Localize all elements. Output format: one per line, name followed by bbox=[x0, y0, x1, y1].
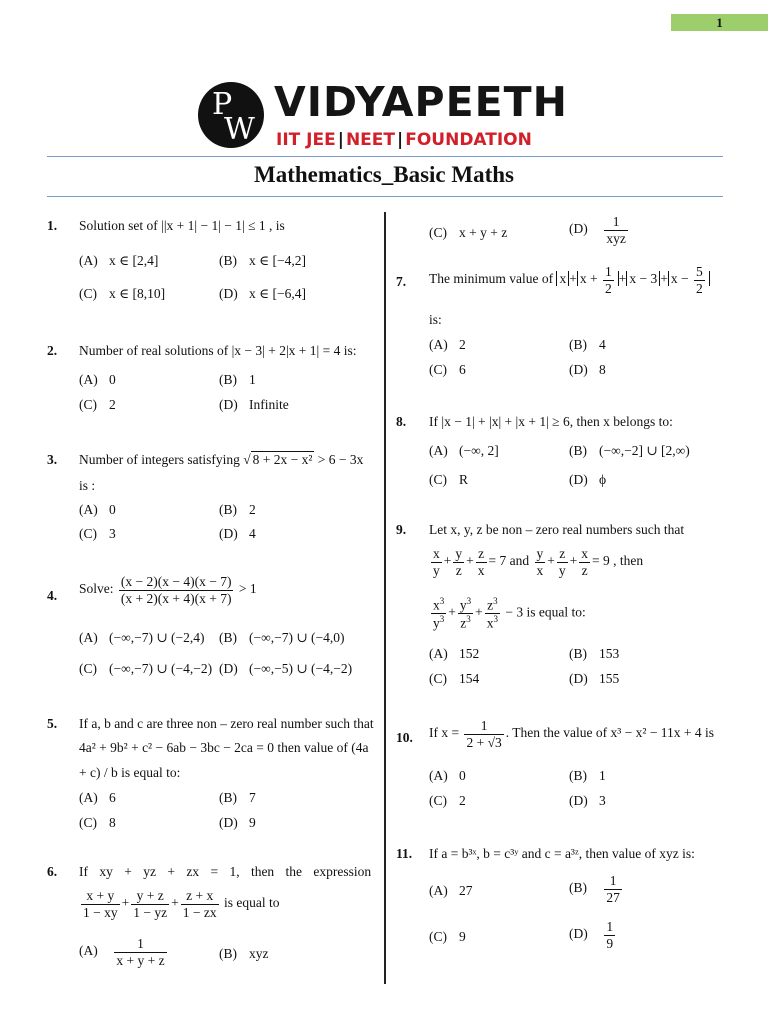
option-label: (A) bbox=[429, 768, 448, 783]
abs-term: x − $\frac{5}{2}$ bbox=[668, 271, 710, 286]
question-stem: If a, b and c are three non – zero real number such that bbox=[79, 716, 374, 731]
fraction-denominator: 1 − xy bbox=[83, 904, 118, 920]
option-text: 3 bbox=[109, 526, 116, 541]
stem-text: , then x belongs to: bbox=[569, 414, 673, 429]
header-rule-bottom bbox=[47, 196, 723, 197]
option-d[interactable] bbox=[219, 526, 256, 542]
question-stem-line3: + c) / b is equal to: bbox=[79, 765, 181, 780]
option-label: (D) bbox=[219, 397, 238, 412]
fraction bbox=[458, 596, 473, 631]
fraction-numerator: (x − 2)(x − 4)(x − 7) bbox=[120, 574, 232, 589]
question-number: 3. bbox=[47, 452, 58, 467]
stem-text: . Then the value of bbox=[505, 725, 608, 741]
option-label: (C) bbox=[79, 815, 97, 830]
fraction-numerator: 1 bbox=[606, 919, 614, 934]
option-label: (D) bbox=[219, 526, 238, 541]
fraction bbox=[603, 264, 614, 296]
option-label: (A) bbox=[79, 372, 98, 387]
stem-expression: 8 + 2x − x² bbox=[252, 452, 313, 467]
option-text: 2 bbox=[249, 502, 256, 517]
stem-text: Number of integers satisfying bbox=[79, 452, 240, 467]
question-stem bbox=[79, 452, 363, 468]
option-b[interactable] bbox=[219, 253, 306, 269]
option-label: (D) bbox=[219, 815, 238, 830]
question-stem-line2: is: bbox=[429, 312, 442, 327]
option-c[interactable] bbox=[79, 397, 116, 413]
option-text: (−∞,−7) ∪ (−4,0) bbox=[249, 630, 345, 645]
option-b[interactable] bbox=[219, 630, 345, 646]
option-b[interactable] bbox=[219, 372, 256, 388]
option-label: (C) bbox=[79, 286, 97, 301]
fraction-numerator: x bbox=[581, 546, 588, 561]
stem-text: Solution set of bbox=[79, 218, 158, 233]
fraction-numerator: x + y bbox=[81, 888, 120, 905]
tagline-iit-jee: IIT JEE bbox=[276, 130, 336, 150]
option-a[interactable] bbox=[429, 443, 499, 459]
option-b[interactable] bbox=[219, 790, 256, 806]
option-b[interactable] bbox=[569, 443, 690, 459]
option-d[interactable] bbox=[569, 793, 606, 809]
question-number: 1. bbox=[47, 218, 58, 233]
fraction-denominator: $x^3$ bbox=[486, 614, 498, 631]
document-title: Mathematics_Basic Maths bbox=[254, 162, 514, 187]
option-text: 154 bbox=[459, 671, 480, 686]
option-label: (A) bbox=[429, 883, 448, 898]
option-text: Infinite bbox=[249, 397, 289, 412]
question-number: 10. bbox=[396, 730, 413, 745]
option-text: 9 bbox=[249, 815, 256, 830]
question-number: 8. bbox=[396, 414, 407, 429]
question-stem-line3: $\frac{x^3}{y^3}$ + $\frac{y^3}{z^3}$ + $\frac{z^3}{x^3}$ − 3 is equal to: bbox=[433, 596, 586, 631]
fraction-denominator: 2 bbox=[604, 280, 612, 296]
fraction-numerator: x bbox=[433, 546, 440, 561]
option-a[interactable] bbox=[429, 646, 479, 662]
fraction-denominator: z bbox=[581, 562, 588, 578]
question-stem bbox=[429, 846, 695, 862]
option-c[interactable] bbox=[429, 362, 466, 378]
question-number: 11. bbox=[396, 846, 413, 861]
fraction-numerator: 1 bbox=[114, 936, 166, 953]
option-text: xyz bbox=[249, 946, 269, 961]
fraction-denominator: x + y + z bbox=[116, 952, 165, 968]
option-text: 8 bbox=[599, 362, 606, 377]
fraction-numerator: 5 bbox=[695, 264, 703, 279]
option-label: (D) bbox=[219, 286, 238, 301]
fraction-numerator: z bbox=[557, 546, 568, 563]
fraction bbox=[181, 888, 219, 920]
option-b[interactable] bbox=[569, 873, 624, 905]
fraction-numerator: y bbox=[536, 546, 544, 561]
option-text: 9 bbox=[459, 929, 466, 944]
option-b[interactable] bbox=[219, 946, 269, 962]
option-text: 1 bbox=[599, 768, 606, 783]
option-c[interactable] bbox=[429, 929, 466, 945]
option-text: ϕ bbox=[599, 472, 607, 487]
fraction-denominator: x bbox=[536, 562, 544, 578]
question-number: 2. bbox=[47, 343, 58, 358]
fraction-denominator: 2 + √3 bbox=[466, 734, 502, 750]
fraction-denominator: x bbox=[477, 562, 485, 578]
option-label: (A) bbox=[79, 943, 98, 959]
option-a[interactable] bbox=[429, 337, 466, 353]
option-text: 155 bbox=[599, 671, 620, 686]
logo-letter-p: P bbox=[212, 87, 233, 122]
option-text: 1 bbox=[249, 372, 256, 387]
option-text: (−∞,−7) ∪ (−2,4) bbox=[109, 630, 205, 645]
option-label: (A) bbox=[429, 443, 448, 458]
fraction-denominator: xyz bbox=[606, 230, 626, 246]
option-c[interactable] bbox=[429, 793, 466, 809]
option-label: (D) bbox=[569, 926, 588, 942]
fraction bbox=[131, 888, 169, 920]
option-label: (C) bbox=[79, 661, 97, 676]
option-text: 152 bbox=[459, 646, 480, 661]
stem-expression: x³ − x² − 11x + 4 bbox=[610, 725, 702, 741]
option-c[interactable] bbox=[429, 225, 507, 241]
stem-expression: |x − 3| + 2|x + 1| = 4 bbox=[231, 343, 341, 358]
fraction-denominator: y bbox=[558, 562, 566, 578]
brand-name: VIDYAPEETH bbox=[274, 78, 568, 126]
stem-expression: > 6 − 3x bbox=[317, 452, 364, 467]
stem-text: If bbox=[429, 414, 438, 429]
option-b[interactable] bbox=[569, 337, 606, 353]
header-rule-top bbox=[47, 156, 723, 157]
stem-text: is: bbox=[343, 343, 357, 358]
stem-text: is equal to bbox=[223, 895, 280, 911]
option-text: x ∈ [2,4] bbox=[109, 253, 159, 268]
option-label: (B) bbox=[569, 337, 587, 352]
option-label: (C) bbox=[429, 929, 447, 944]
stem-expression: > 1 bbox=[238, 581, 257, 597]
fraction-denominator: y bbox=[433, 562, 440, 578]
option-label: (C) bbox=[429, 793, 447, 808]
abs-term: x bbox=[556, 271, 569, 286]
option-d[interactable] bbox=[569, 214, 630, 246]
stem-text: The minimum value of bbox=[429, 271, 554, 287]
option-text: 2 bbox=[459, 793, 466, 808]
option-label: (B) bbox=[569, 768, 587, 783]
option-b[interactable] bbox=[569, 646, 619, 662]
abs-term: x − 3 bbox=[626, 271, 660, 286]
brand-tagline bbox=[276, 130, 532, 150]
option-label: (B) bbox=[219, 372, 237, 387]
tagline-neet: NEET bbox=[345, 130, 395, 150]
column-divider bbox=[384, 212, 386, 984]
fraction bbox=[604, 919, 615, 951]
option-d[interactable] bbox=[219, 397, 289, 413]
fraction-denominator: 1 − zx bbox=[182, 904, 217, 920]
option-d[interactable] bbox=[569, 919, 617, 951]
option-c[interactable] bbox=[429, 472, 468, 488]
option-text: 8 bbox=[109, 815, 116, 830]
fraction-denominator: 1 − yz bbox=[133, 904, 168, 920]
logo-letter-w: W bbox=[224, 112, 255, 147]
question-stem bbox=[79, 574, 257, 606]
pw-logo bbox=[198, 82, 264, 148]
fraction-numerator: y bbox=[455, 546, 463, 561]
fraction-numerator: 1 bbox=[464, 718, 503, 735]
option-label: (B) bbox=[219, 253, 237, 268]
fraction bbox=[485, 596, 500, 631]
option-text: 6 bbox=[109, 790, 116, 805]
option-text: 7 bbox=[249, 790, 256, 805]
option-text: (−∞,−7) ∪ (−4,−2) bbox=[109, 661, 213, 676]
option-a[interactable] bbox=[79, 502, 116, 518]
stem-text: , is bbox=[269, 218, 285, 233]
fraction-denominator: 9 bbox=[606, 935, 614, 951]
fraction bbox=[431, 596, 446, 631]
fraction bbox=[119, 574, 234, 606]
fraction-numerator: $z^3$ bbox=[485, 596, 500, 614]
question-stem: The minimum value of x + x + $\frac{1}{2}$ + x − 3 + x − $\frac{5}{2}$ bbox=[429, 264, 710, 296]
option-b[interactable] bbox=[569, 768, 606, 784]
stem-text: If x = bbox=[429, 725, 460, 741]
stem-expression: a = b³ˣ, b = c³ʸ and c = a³ᶻ bbox=[441, 846, 579, 861]
option-label: (C) bbox=[79, 526, 97, 541]
fraction bbox=[453, 546, 464, 578]
option-text: 4 bbox=[599, 337, 606, 352]
option-label: (B) bbox=[569, 880, 587, 896]
option-d[interactable] bbox=[219, 661, 352, 677]
option-label: (A) bbox=[429, 337, 448, 352]
option-label: (C) bbox=[429, 472, 447, 487]
option-label: (B) bbox=[219, 502, 237, 517]
option-label: (C) bbox=[79, 397, 97, 412]
option-text: 0 bbox=[109, 502, 116, 517]
question-number: 5. bbox=[47, 716, 58, 731]
fraction bbox=[579, 546, 590, 578]
option-a[interactable] bbox=[79, 630, 205, 646]
fraction bbox=[557, 546, 568, 578]
option-d[interactable] bbox=[569, 671, 619, 687]
option-label: (D) bbox=[219, 661, 238, 676]
fraction bbox=[476, 546, 487, 578]
option-text: 0 bbox=[109, 372, 116, 387]
fraction-denominator: $z^3$ bbox=[460, 614, 471, 631]
option-text: x ∈ [−6,4] bbox=[249, 286, 306, 301]
fraction bbox=[535, 546, 546, 578]
fraction bbox=[431, 546, 442, 578]
option-label: (B) bbox=[569, 443, 587, 458]
fraction-denominator: 27 bbox=[606, 889, 620, 905]
option-label: (D) bbox=[569, 362, 588, 377]
fraction bbox=[604, 214, 628, 246]
option-label: (A) bbox=[79, 790, 98, 805]
option-d[interactable] bbox=[569, 362, 606, 378]
fraction-denominator: $y^3$ bbox=[433, 614, 445, 631]
option-label: (B) bbox=[219, 946, 237, 961]
fraction-denominator: 2 bbox=[695, 280, 703, 296]
option-text: R bbox=[459, 472, 469, 487]
fraction-numerator: $y^3$ bbox=[459, 596, 472, 613]
option-text: x + y + z bbox=[459, 225, 508, 240]
option-text: 3 bbox=[599, 793, 606, 808]
fraction bbox=[114, 936, 166, 968]
stem-expression: ||x + 1| − 1| − 1| ≤ 1 bbox=[161, 218, 266, 233]
option-text: 2 bbox=[459, 337, 466, 352]
question-stem: Let x, y, z be non – zero real numbers such that bbox=[429, 522, 685, 537]
question-number: 9. bbox=[396, 522, 407, 537]
question-stem bbox=[79, 218, 285, 234]
option-label: (D) bbox=[569, 472, 588, 487]
option-label: (B) bbox=[219, 630, 237, 645]
question-stem bbox=[79, 343, 357, 359]
option-b[interactable] bbox=[219, 502, 256, 518]
option-c[interactable] bbox=[79, 815, 116, 831]
option-d[interactable] bbox=[569, 472, 606, 488]
page-number: 1 bbox=[671, 14, 768, 31]
option-d[interactable] bbox=[219, 286, 306, 302]
fraction-numerator: y + z bbox=[131, 888, 169, 905]
stem-text: If bbox=[429, 846, 438, 861]
stem-text: , then bbox=[613, 553, 644, 569]
option-c[interactable] bbox=[79, 286, 165, 302]
option-label: (A) bbox=[79, 502, 98, 517]
option-text: 2 bbox=[109, 397, 116, 412]
question-number: 4. bbox=[47, 588, 58, 603]
fraction bbox=[464, 718, 503, 750]
stem-expression: |x − 1| + |x| + |x + 1| ≥ 6 bbox=[441, 414, 570, 429]
option-label: (D) bbox=[569, 671, 588, 686]
option-a[interactable] bbox=[79, 790, 116, 806]
stem-text: Number of real solutions of bbox=[79, 343, 229, 358]
tagline-foundation: FOUNDATION bbox=[405, 130, 532, 150]
question-stem bbox=[429, 718, 714, 750]
option-a[interactable] bbox=[429, 883, 473, 899]
option-label: (B) bbox=[219, 790, 237, 805]
option-a[interactable] bbox=[79, 253, 158, 269]
option-text: 153 bbox=[599, 646, 620, 661]
stem-text: and bbox=[509, 553, 530, 569]
tagline-sep: | bbox=[397, 130, 404, 150]
question-stem-line2: 4a² + 9b² + c² − 6ab − 3bc − 2ca = 0 then value of (4a bbox=[79, 740, 369, 755]
option-c[interactable] bbox=[79, 661, 212, 677]
sqrt-symbol: √ bbox=[243, 452, 251, 467]
fraction-numerator: z + x bbox=[181, 888, 219, 905]
option-text: x ∈ [8,10] bbox=[109, 286, 166, 301]
fraction-numerator: $x^3$ bbox=[433, 596, 445, 613]
question-stem: If xy + yz + zx = 1, then the expression bbox=[79, 864, 372, 879]
option-a[interactable] bbox=[79, 936, 169, 968]
option-text: (−∞, 2] bbox=[459, 443, 499, 458]
fraction-denominator: z bbox=[455, 562, 462, 578]
stem-text: Solve: bbox=[79, 581, 114, 597]
option-text: (−∞,−2] ∪ [2,∞) bbox=[599, 443, 690, 458]
option-text: 27 bbox=[459, 883, 473, 898]
fraction-numerator: 1 bbox=[604, 214, 628, 231]
fraction bbox=[604, 873, 622, 905]
tagline-sep: | bbox=[337, 130, 344, 150]
abs-term: x + $\frac{1}{2}$ bbox=[577, 271, 619, 286]
fraction-numerator: 1 bbox=[604, 873, 622, 890]
fraction-numerator: 1 bbox=[604, 264, 612, 279]
option-label: (D) bbox=[569, 221, 588, 237]
stem-expression: = 9 bbox=[592, 553, 610, 569]
option-text: 0 bbox=[459, 768, 466, 783]
question-stem bbox=[429, 414, 673, 430]
option-label: (C) bbox=[429, 671, 447, 686]
option-text: 6 bbox=[459, 362, 466, 377]
stem-text: − 3 is equal to: bbox=[505, 604, 586, 620]
fraction-numerator: z bbox=[476, 546, 487, 563]
option-c[interactable] bbox=[79, 526, 116, 542]
question-number: 6. bbox=[47, 864, 58, 879]
option-label: (C) bbox=[429, 225, 447, 240]
option-label: (A) bbox=[429, 646, 448, 661]
option-text: 4 bbox=[249, 526, 256, 541]
stem-text: is bbox=[705, 725, 715, 741]
fraction bbox=[694, 264, 705, 296]
question-stem-line2: $\frac{x + y}{1 - xy}$ + $\frac{y + z}{1 - yz}$ + $\frac{z + x}{1 - zx}$ is equal to bbox=[83, 888, 280, 920]
option-label: (C) bbox=[429, 362, 447, 377]
option-a[interactable] bbox=[79, 372, 116, 388]
option-label: (A) bbox=[79, 253, 98, 268]
fraction-denominator: (x + 2)(x + 4)(x + 7) bbox=[120, 590, 232, 606]
question-stem-line2: $\frac{x}{y}$ + $\frac{y}{z}$ + $\frac{z}{x}$ = 7 and $\frac{y}{x}$ + $\frac{z}{y}$ + $\frac{x}{z}$ = 9 , then bbox=[433, 546, 644, 578]
option-d[interactable] bbox=[219, 815, 256, 831]
option-text: (−∞,−5) ∪ (−4,−2) bbox=[249, 661, 353, 676]
option-label: (D) bbox=[569, 793, 588, 808]
question-stem-line2: is : bbox=[79, 478, 96, 493]
question-number: 7. bbox=[396, 274, 407, 289]
option-label: (A) bbox=[79, 630, 98, 645]
fraction bbox=[81, 888, 120, 920]
option-c[interactable] bbox=[429, 671, 479, 687]
option-label: (B) bbox=[569, 646, 587, 661]
stem-expression: = 7 bbox=[488, 553, 507, 569]
option-text: x ∈ [−4,2] bbox=[249, 253, 306, 268]
stem-text: , then value of xyz is: bbox=[578, 846, 695, 861]
option-a[interactable] bbox=[429, 768, 466, 784]
